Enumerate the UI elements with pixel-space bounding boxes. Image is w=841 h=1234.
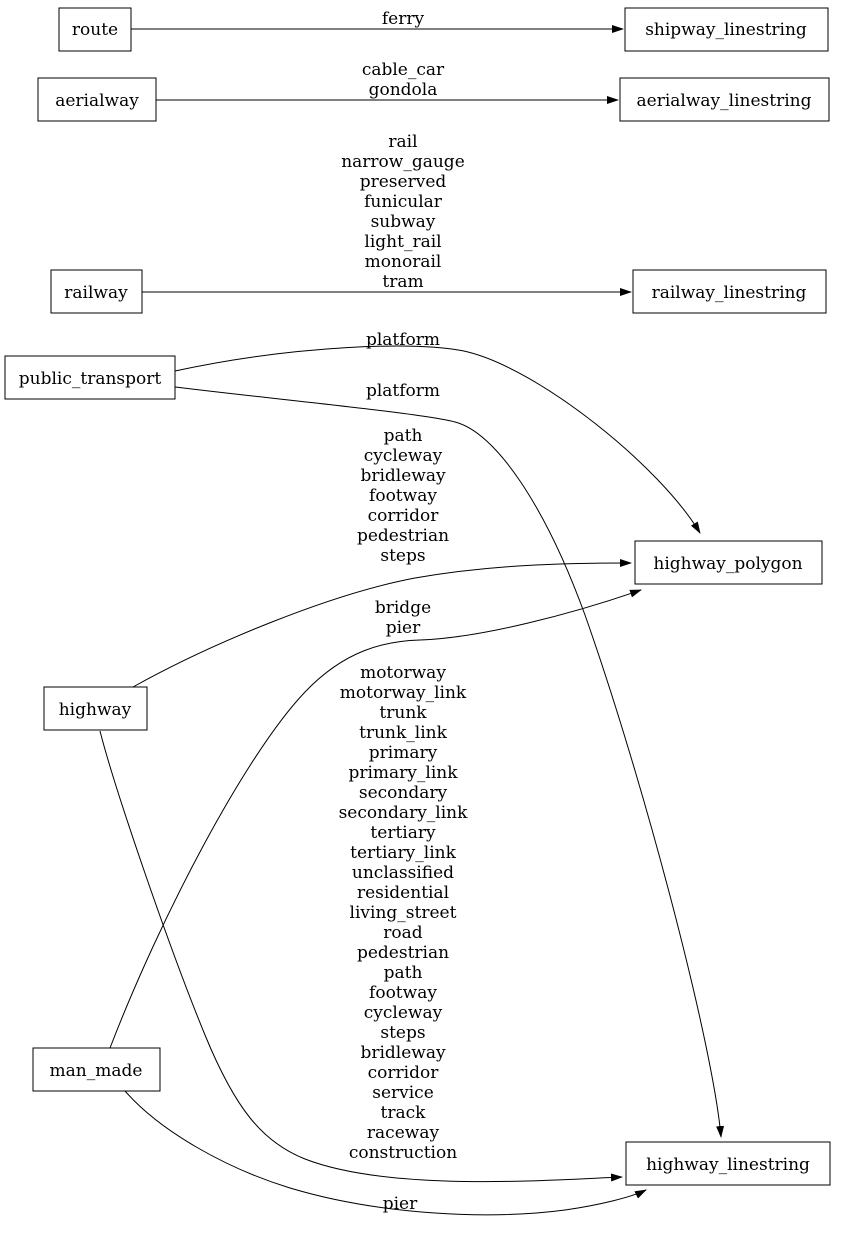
node-route [59, 8, 131, 51]
node-railway_linestring [633, 270, 826, 313]
node-aerialway [38, 78, 156, 121]
edge-label: bridleway [360, 466, 446, 486]
edge-label: pier [382, 1194, 418, 1214]
edge-label: gondola [368, 80, 438, 100]
edge-label: cycleway [363, 446, 443, 466]
node-label: aerialway_linestring [636, 91, 812, 111]
edge-label: construction [348, 1143, 458, 1163]
edge-label: motorway_link [339, 683, 467, 703]
edge-label: ferry [381, 9, 425, 29]
edge-label: pedestrian [356, 526, 450, 546]
node-railway [51, 270, 142, 313]
edge-label: subway [370, 212, 436, 232]
edge-label: platform [365, 330, 441, 350]
edge-label: tram [382, 272, 424, 292]
edge-label: tertiary_link [350, 843, 456, 863]
edge-label: steps [380, 546, 426, 566]
edge-label: trunk [379, 703, 427, 723]
edge-label: pedestrian [356, 943, 450, 963]
node-label: route [71, 20, 119, 40]
edge-label: platform [365, 381, 441, 401]
edge-label: service [372, 1083, 434, 1103]
edge-label: path [383, 963, 423, 983]
edge-label: steps [380, 1023, 426, 1043]
edge-label: footway [369, 486, 437, 506]
node-public_transport [5, 356, 175, 399]
edge-label: trunk_link [359, 723, 447, 743]
edge-label: corridor [367, 1063, 439, 1083]
edge-label: light_rail [364, 232, 442, 252]
node-highway [44, 687, 147, 730]
edge-label: secondary [358, 783, 448, 803]
edge-label: monorail [364, 252, 442, 272]
edge-label: funicular [364, 192, 442, 212]
node-label: railway_linestring [651, 283, 807, 303]
edge-label: narrow_gauge [341, 152, 465, 172]
node-label: shipway_linestring [645, 20, 807, 40]
edge-label: preserved [359, 172, 447, 192]
node-shipway_linestring [625, 8, 828, 51]
edge-label: bridleway [360, 1043, 446, 1063]
node-aerialway_linestring [620, 78, 829, 121]
edge-label: track [380, 1103, 426, 1123]
node-man_made [33, 1048, 160, 1091]
node-label: highway_polygon [653, 554, 803, 574]
edge-label: secondary_link [338, 803, 468, 823]
node-highway_linestring [626, 1142, 830, 1185]
edge-label: footway [369, 983, 437, 1003]
edge-label: road [383, 923, 423, 943]
node-label: man_made [49, 1061, 143, 1081]
node-label: highway [58, 700, 132, 720]
edge-label: cycleway [363, 1003, 443, 1023]
edge-label: rail [388, 132, 418, 152]
edge-label: corridor [367, 506, 439, 526]
edge-label: path [383, 426, 423, 446]
node-label: highway_linestring [646, 1155, 810, 1175]
edge-label: pier [385, 618, 421, 638]
edge-label: unclassified [351, 863, 455, 883]
edge-label: cable_car [361, 60, 445, 80]
edge-label: living_street [349, 903, 457, 923]
edge-label: tertiary [370, 823, 436, 843]
edge-label: primary_link [348, 763, 458, 783]
node-highway_polygon [635, 541, 822, 584]
node-label: railway [64, 283, 128, 303]
node-label: public_transport [18, 369, 162, 389]
edge-label: bridge [374, 598, 432, 618]
edge-label: raceway [366, 1123, 440, 1143]
node-label: aerialway [55, 91, 139, 111]
edge-label: residential [356, 883, 450, 903]
edge-label: motorway [360, 663, 446, 683]
edge-label: primary [368, 743, 438, 763]
